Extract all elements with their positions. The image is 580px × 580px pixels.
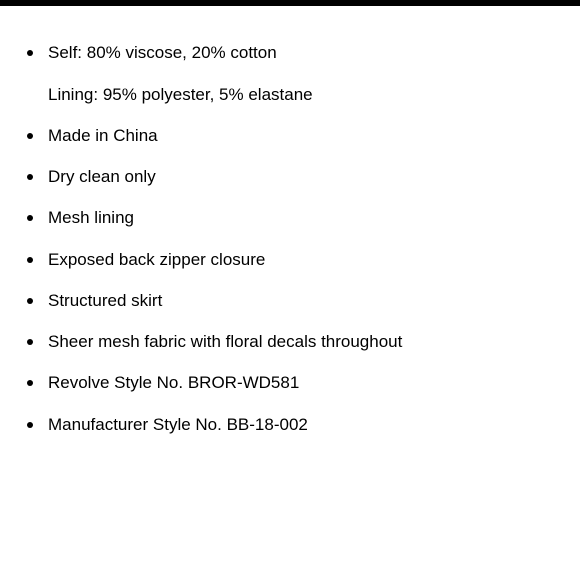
detail-text: Lining: 95% polyester, 5% elastane [48, 85, 313, 104]
bullet-icon [27, 174, 33, 180]
detail-text: Dry clean only [48, 167, 156, 186]
detail-text: Revolve Style No. BROR-WD581 [48, 373, 300, 392]
list-item [0, 206, 580, 230]
list-item [0, 289, 580, 313]
list-item [0, 413, 580, 437]
bullet-icon [27, 215, 33, 221]
bullet-icon [27, 422, 33, 428]
detail-text: Sheer mesh fabric with floral decals throughout [48, 332, 403, 351]
detail-text: Self: 80% viscose, 20% cotton [48, 43, 277, 62]
detail-text: Exposed back zipper closure [48, 250, 266, 269]
detail-text: Structured skirt [48, 291, 163, 310]
bullet-icon [27, 298, 33, 304]
list-item [0, 165, 580, 189]
list-item [0, 41, 580, 65]
detail-text: Manufacturer Style No. BB-18-002 [48, 415, 308, 434]
list-item-continuation [0, 83, 580, 107]
detail-text: Mesh lining [48, 208, 134, 227]
list-item [0, 248, 580, 272]
bullet-icon [27, 339, 33, 345]
list-item [0, 330, 580, 354]
detail-text: Made in China [48, 126, 158, 145]
bullet-icon [27, 380, 33, 386]
top-divider-bar [0, 0, 580, 6]
list-item [0, 371, 580, 395]
bullet-icon [27, 133, 33, 139]
list-item [0, 124, 580, 148]
bullet-icon [27, 257, 33, 263]
bullet-icon [27, 50, 33, 56]
